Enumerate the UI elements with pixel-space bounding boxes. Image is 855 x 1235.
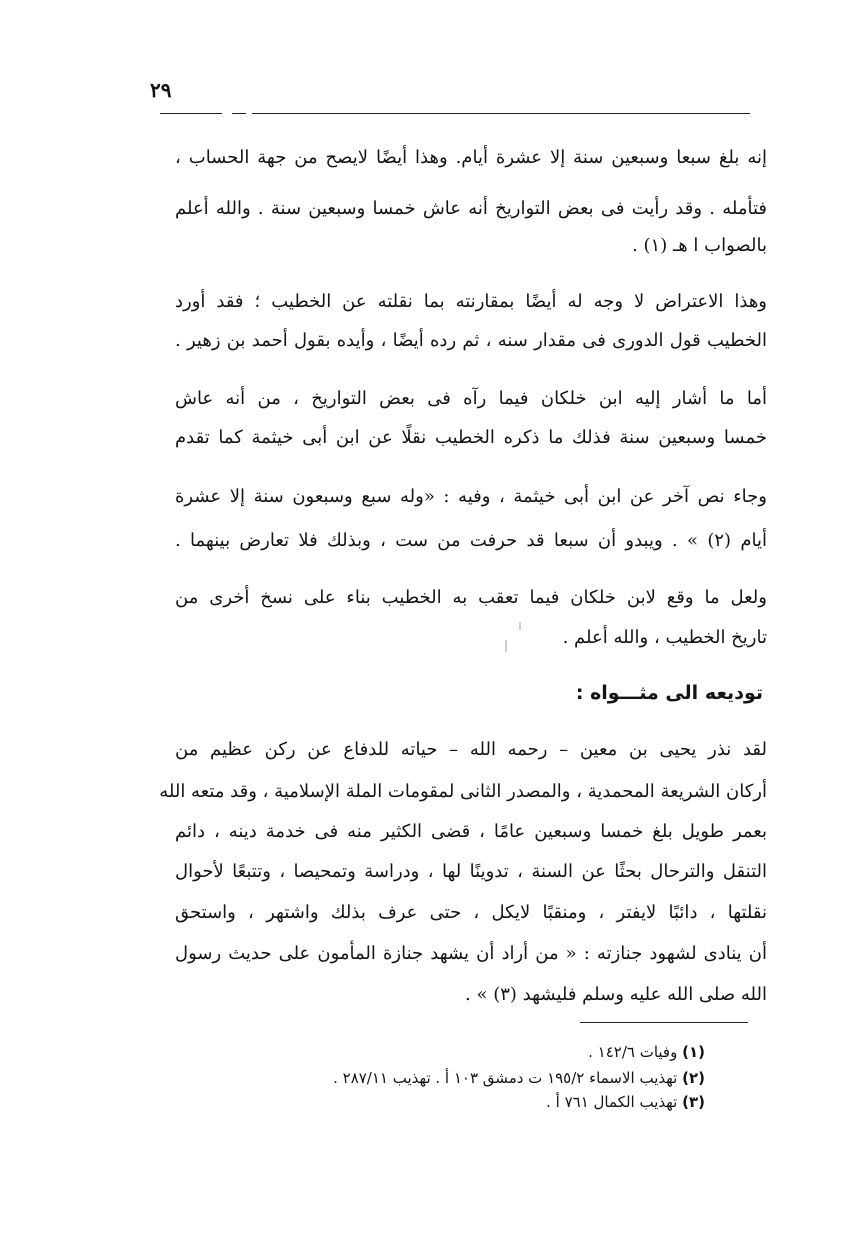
footnote-number: (٢)	[682, 1069, 705, 1087]
page-number: ٢٩	[150, 78, 172, 102]
footnote-number: (١)	[682, 1043, 705, 1061]
body-line: وهذا الاعتراض لا وجه له أيضًا بمقارنته بما نقلته عن الخطيب ؛ فقد أورد	[175, 291, 767, 312]
section-line: لقد نذر يحيى بن معين – رحمه الله – حياته للدفاع عن ركن عظيم من	[175, 739, 767, 760]
header-rule	[160, 113, 222, 114]
footnote-number: (٣)	[682, 1093, 705, 1111]
scan-speck	[519, 622, 521, 630]
body-line: أما ما أشار إليه ابن خلكان فيما رآه فى بعض التواريخ ، من أنه عاش	[175, 388, 767, 409]
section-line: نقلتها ، دائبًا لايفتر ، ومنقبًا لايكل ، حتى عرف بذلك واشتهر ، واستحق	[175, 902, 767, 923]
body-line: أيام (٢) » . ويبدو أن سبعا قد حرفت من ست ، وبذلك فلا تعارض بينهما .	[175, 530, 767, 551]
section-line: أن ينادى لشهود جنازته : « من أراد أن يشهد جنازة المأمون على حديث رسول	[175, 943, 767, 964]
body-line: تاريخ الخطيب ، والله أعلم .	[562, 627, 767, 648]
scan-speck	[505, 640, 507, 652]
section-line: الله صلى الله عليه وسلم فليشهد (٣) » .	[465, 984, 767, 1005]
body-line: خمسا وسبعين سنة فذلك ما ذكره الخطيب نقلًا عن ابن أبى خيثمة كما تقدم	[175, 427, 767, 448]
body-line: بالصواب ا هـ (١) .	[632, 235, 767, 256]
footnote-2	[333, 1068, 705, 1088]
footnote-text: وفيات ١٤٢/٦ .	[588, 1043, 678, 1061]
footnote-3	[546, 1092, 705, 1112]
footnote-1	[588, 1042, 705, 1062]
header-rule-dash	[232, 113, 246, 114]
section-line: بعمر طويل بلغ خمسا وسبعين عامًا ، قضى الكثير منه فى خدمة دينه ، دائم	[175, 821, 767, 842]
body-line: ولعل ما وقع لابن خلكان فيما تعقب به الخطيب بناء على نسخ أخرى من	[175, 587, 767, 608]
section-line: التنقل والترحال بحثًا عن السنة ، تدوينًا لها ، ودراسة وتمحيصا ، وتتبعًا لأحوال	[175, 861, 767, 882]
footnote-text: تهذيب الاسماء ١٩٥/٢ ت دمشق ١٠٣ أ . تهذيب ٢٨٧/١١ .	[333, 1069, 678, 1087]
header-rule	[252, 113, 750, 114]
body-line: فتأمله . وقد رأيت فى بعض التواريخ أنه عاش خمسا وسبعين سنة . والله أعلم	[175, 198, 767, 219]
section-heading: توديعه الى مثـــواه :	[575, 682, 763, 704]
section-line: أركان الشريعة المحمدية ، والمصدر الثانى لمقومات الملة الإسلامية ، وقد متعه الله	[159, 781, 767, 802]
body-line: وجاء نص آخر عن ابن أبى خيثمة ، وفيه : «وله سبع وسبعون سنة إلا عشرة	[175, 486, 767, 507]
footnote-text: تهذيب الكمال ٧٦١ أ .	[546, 1093, 678, 1111]
body-line: إنه بلغ سبعا وسبعين سنة إلا عشرة أيام. وهذا أيضًا لايصح من جهة الحساب ،	[175, 147, 767, 168]
body-line: الخطيب قول الدورى فى مقدار سنه ، ثم رده أيضًا ، وأيده بقول أحمد بن زهير .	[175, 330, 767, 351]
footnote-rule	[580, 1022, 748, 1023]
